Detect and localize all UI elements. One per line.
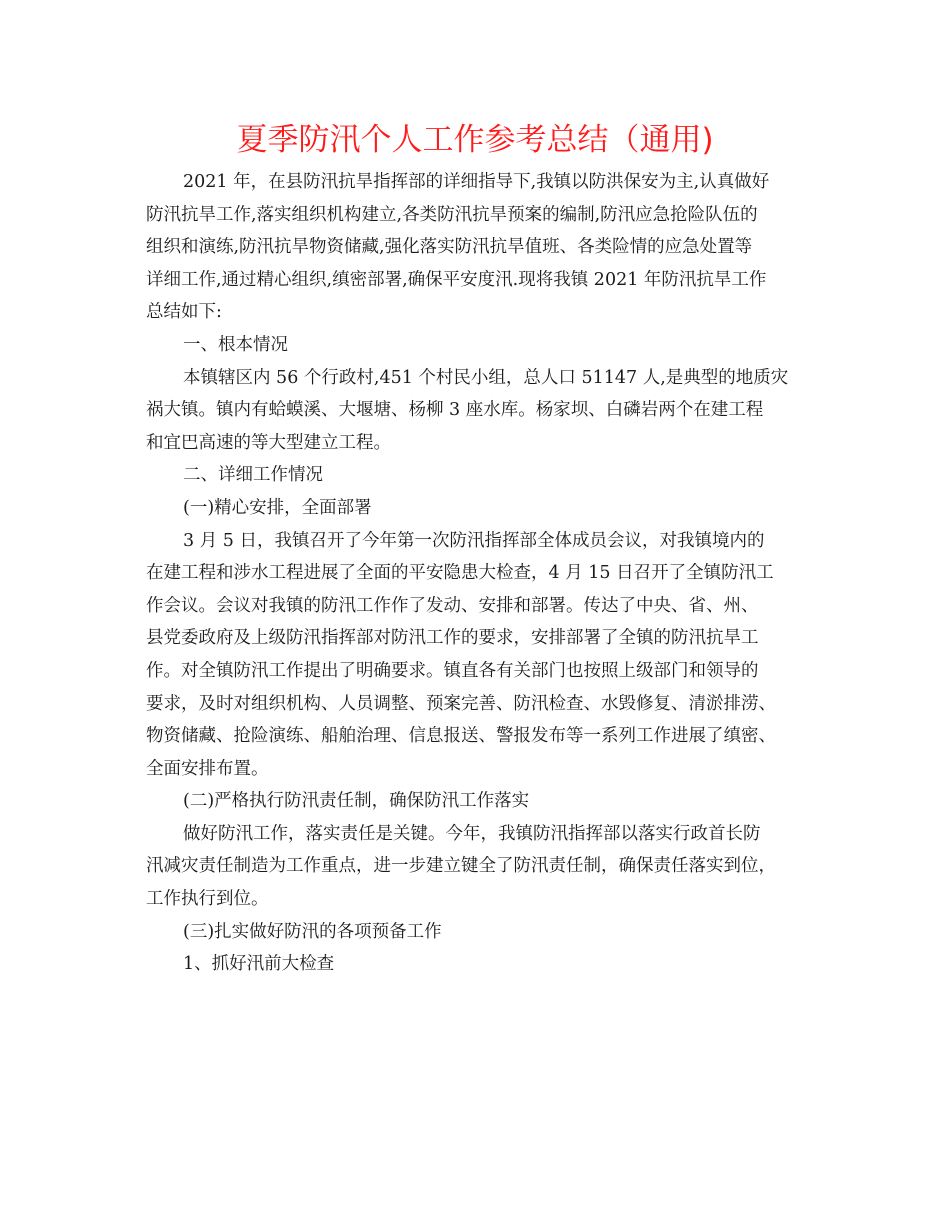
body-text-line: 和宜巴高速的等大型建立工程。 — [146, 432, 391, 453]
body-text-line: 防汛抗旱工作,落实组织机构建立,各类防汛抗旱预案的编制,防汛应急抢险队伍的 — [146, 204, 758, 225]
body-text-line: 2021 年，在县防汛抗旱指挥部的详细指导下,我镇以防洪保安为主,认真做好 — [183, 172, 770, 192]
body-text-line: 总结如下: — [146, 302, 222, 323]
body-text-line: 二、详细工作情况 — [183, 465, 323, 486]
body-text-line: 一、根本情况 — [183, 334, 288, 355]
body-text-line: 3 月 5 日，我镇召开了今年第一次防汛指挥部全体成员会议，对我镇境内的 — [183, 530, 765, 551]
body-text-line: 工作执行到位。 — [146, 889, 269, 910]
body-text-line: 组织和演练,防汛抗旱物资储藏,强化落实防汛抗旱值班、各类险情的应急处置等 — [146, 237, 753, 258]
body-text-line: 要求，及时对组织机构、人员调整、预案完善、防汛检查、水毁修复、清淤排涝、 — [146, 693, 776, 714]
body-text-line: 做好防汛工作，落实责任是关键。今年，我镇防汛指挥部以落实行政首长防 — [183, 823, 761, 844]
body-text-line: 详细工作,通过精心组织,缜密部署,确保平安度汛.现将我镇 2021 年防汛抗旱工作 — [146, 269, 767, 290]
body-text-line: 本镇辖区内 56 个行政村,451 个村民小组，总人口 51147 人,是典型的地质灾 — [183, 367, 789, 388]
body-text-line: (二)严格执行防汛责任制，确保防汛工作落实 — [183, 791, 530, 812]
body-text-line: 1、抓好汛前大检查 — [183, 954, 335, 975]
body-text-line: 物资储藏、抢险演练、船舶治理、信息报送、警报发布等一系列工作进展了缜密、 — [146, 726, 776, 747]
body-text-line: 在建工程和涉水工程进展了全面的平安隐患大检查，4 月 15 日召开了全镇防汛工 — [146, 563, 774, 584]
body-text-line: 汛减灾责任制造为工作重点，进一步建立键全了防汛责任制，确保责任落实到位， — [146, 856, 776, 877]
body-text-line: 祸大镇。镇内有蛤蟆溪、大堰塘、杨柳 3 座水库。杨家坝、白磷岩两个在建工程 — [146, 400, 764, 421]
body-text-line: 作会议。会议对我镇的防汛工作作了发动、安排和部署。传达了中央、省、州、 — [146, 595, 759, 616]
body-text-line: (三)扎实做好防汛的各项预备工作 — [183, 921, 442, 942]
body-text-line: 县党委政府及上级防汛指挥部对防汛工作的要求，安排部署了全镇的防汛抗旱工 — [146, 628, 759, 649]
document-title: 夏季防汛个人工作参考总结（通用) — [236, 122, 714, 158]
body-text-line: (一)精心安排，全面部署 — [183, 497, 372, 518]
document-body — [146, 166, 818, 981]
body-text-line: 作。对全镇防汛工作提出了明确要求。镇直各有关部门也按照上级部门和领导的 — [146, 660, 759, 681]
body-text-line: 全面安排布置。 — [146, 758, 269, 779]
